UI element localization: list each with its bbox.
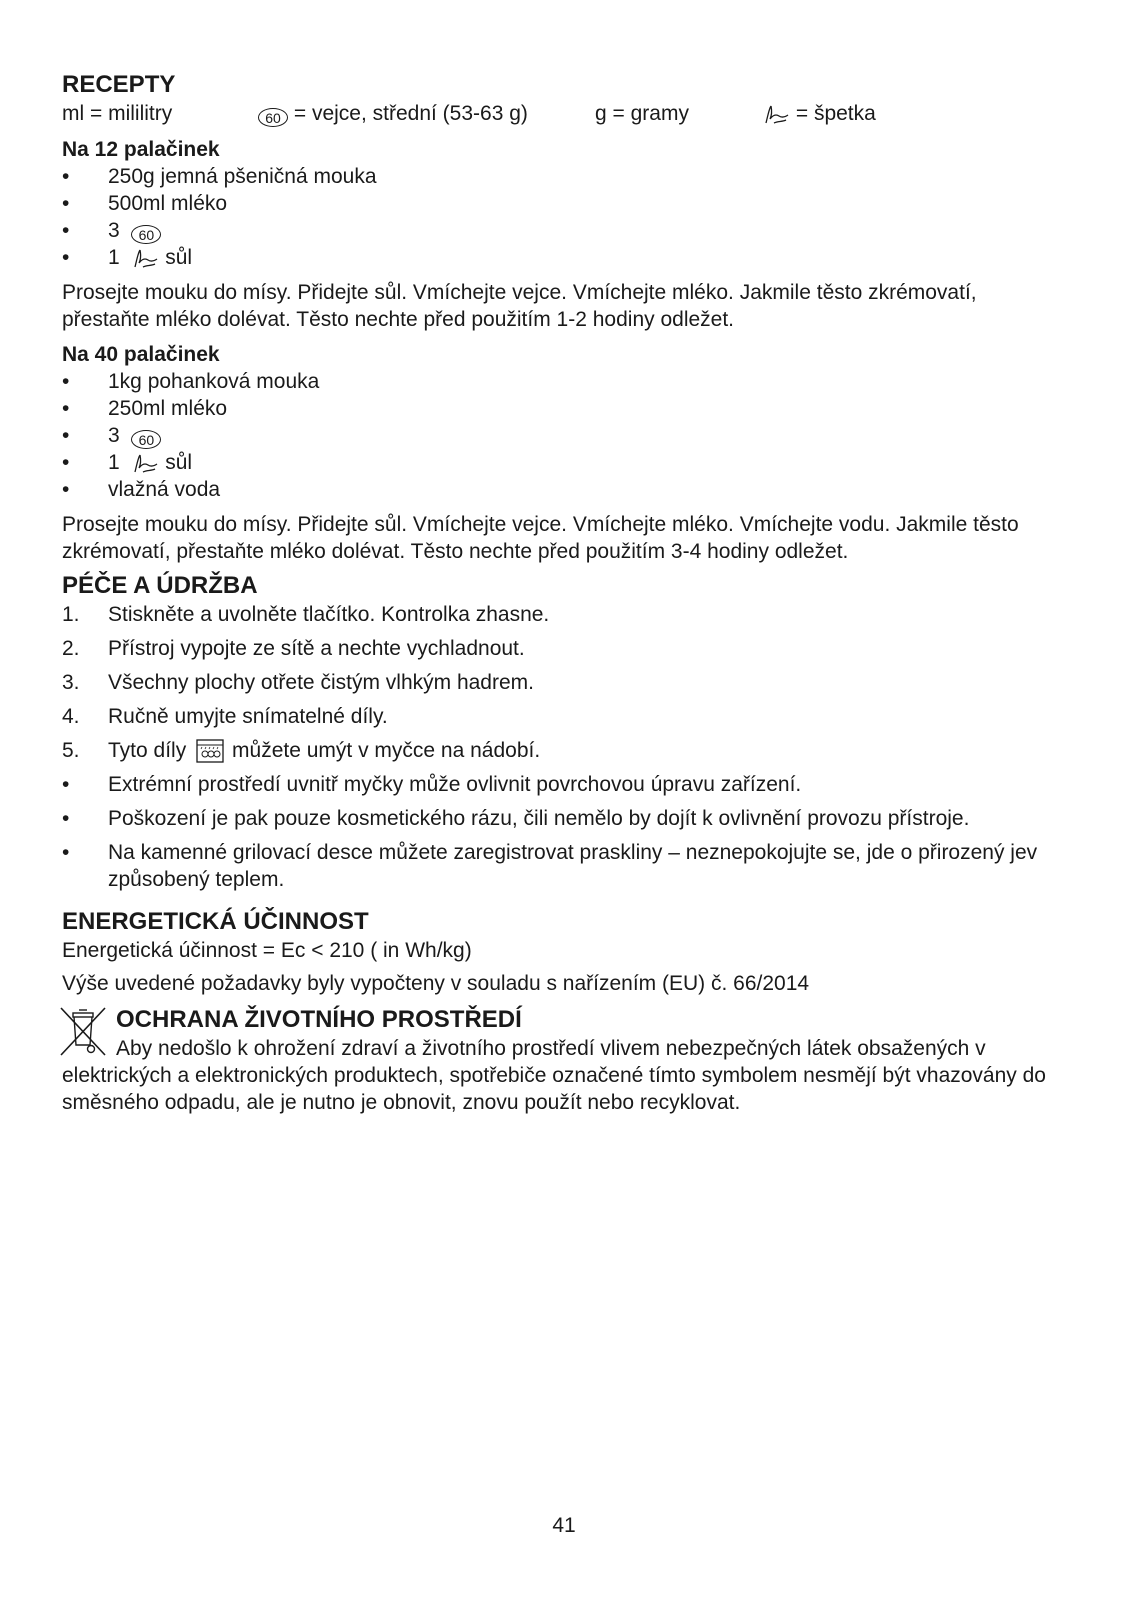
recipe1-instructions: Prosejte mouku do mísy. Přidejte sůl. Vmíchejte vejce. Vmíchejte mléko. Jakmile těsto zkrémovatí, přestaňte mléko dolévat. Těsto nechte před použitím 1-2 hodiny odležet.: [62, 281, 977, 331]
list-item: 3. Všechny plochy otřete čistým vlhkým hadrem.: [62, 671, 534, 694]
care-steps: [62, 601, 1062, 893]
list-item: 2. Přístroj vypojte ze sítě a nechte vychladnout.: [62, 637, 525, 660]
energy-line2: Výše uvedené požadavky byly vypočteny v souladu s nařízením (EU) č. 66/2014: [62, 972, 810, 995]
care-title: PÉČE A ÚDRŽBA: [62, 572, 258, 599]
legend-egg: 60 = vejce, střední (53-63 g): [258, 100, 528, 127]
list-item: • 3 60: [62, 217, 1062, 244]
list-item: • 1 sůl: [62, 246, 193, 269]
environment-text: Aby nedošlo k ohrožení zdraví a životního prostředí vlivem nebezpečných látek obsažených v elektrických a elektronických produktech, spotřebiče označené tímto symbolem nesmějí být vhazovány do směsného odpadu, ale je nutno je obnovit, znovu použít nebo recyklovat.: [62, 1037, 1046, 1114]
list-item: • Extrémní prostředí uvnitř myčky může ovlivnit povrchovou úpravu zařízení.: [62, 773, 802, 796]
recipe1-title: Na 12 palačinek: [62, 138, 220, 161]
egg-icon: 60: [131, 430, 161, 449]
manual-page: [62, 70, 1062, 1116]
recipes-title: RECEPTY: [62, 71, 176, 98]
list-item: 1. Stiskněte a uvolněte tlačítko. Kontrolka zhasne.: [62, 603, 550, 626]
environment-title: OCHRANA ŽIVOTNÍHO PROSTŘEDÍ: [116, 1006, 522, 1033]
legend-pinch: = špetka: [762, 100, 876, 127]
energy-title: ENERGETICKÁ ÚČINNOST: [62, 908, 369, 935]
list-item: • 1 sůl: [62, 451, 193, 474]
legend-g: g = gramy: [595, 102, 689, 125]
list-item: • 250ml mléko: [62, 397, 228, 420]
egg-icon: 60: [258, 108, 288, 127]
list-item: • vlažná voda: [62, 478, 221, 501]
recipe2-title: Na 40 palačinek: [62, 343, 220, 366]
environment-section: [62, 1005, 1062, 1116]
list-item: • 1kg pohanková mouka: [62, 370, 320, 393]
list-item: • 3 60: [62, 422, 1062, 449]
legend-ml: ml = mililitry: [62, 102, 173, 125]
pinch-icon: [762, 103, 790, 125]
list-item: • 500ml mléko: [62, 192, 228, 215]
list-item: 5. Tyto díly můžete umýt v myčce na nádobí.: [62, 739, 541, 762]
page-number: 41: [552, 1514, 576, 1537]
dishwasher-icon: [196, 739, 224, 763]
recipe2-ingredients: [62, 368, 1062, 503]
egg-icon: 60: [131, 225, 161, 244]
recipe1-ingredients: [62, 163, 1062, 271]
list-item: • Na kamenné grilovací desce můžete zaregistrovat praskliny – neznepokojujte se, jde o přirozený jev způsobený teplem.: [62, 841, 1038, 891]
list-item: • 250g jemná pšeničná mouka: [62, 165, 377, 188]
pinch-icon: [131, 247, 159, 269]
list-item: • Poškození je pak pouze kosmetického rázu, čili nemělo by dojít k ovlivnění provozu přístroje.: [62, 807, 970, 830]
list-item: 4. Ručně umyjte snímatelné díly.: [62, 705, 388, 728]
crossed-bin-icon: [58, 1005, 108, 1057]
units-legend: [62, 100, 1062, 128]
energy-line1: Energetická účinnost = Ec < 210 ( in Wh/kg): [62, 939, 472, 962]
recipe2-instructions: Prosejte mouku do mísy. Přidejte sůl. Vmíchejte vejce. Vmíchejte mléko. Vmíchejte vodu. Jakmile těsto zkrémovatí, přestaňte mléko dolévat. Těsto nechte před použitím 3-4 hodiny odležet.: [62, 513, 1019, 563]
pinch-icon: [131, 452, 159, 474]
